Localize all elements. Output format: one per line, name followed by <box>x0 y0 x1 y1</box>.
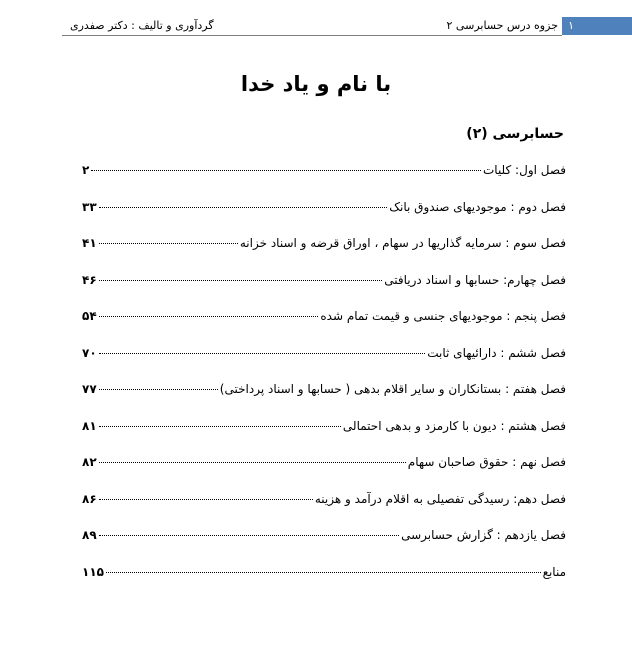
toc-entry-page: ۴۱ <box>82 236 97 250</box>
toc-entry-page: ۷۷ <box>82 382 97 396</box>
toc-dot-leader <box>99 426 341 427</box>
toc-dot-leader <box>99 316 319 317</box>
toc-entry-title: فصل دوم : موجودیهای صندوق بانک <box>389 199 566 214</box>
toc-dot-leader <box>99 535 399 536</box>
toc-entry-page: ۸۹ <box>82 528 97 542</box>
toc-entry-title: فصل پنجم : موجودیهای جنسی و قیمت تمام شده <box>320 309 566 323</box>
toc-dot-leader <box>91 170 481 171</box>
toc-entry[interactable] <box>82 343 566 380</box>
toc-entry[interactable] <box>82 233 566 270</box>
toc-entry-page: ۷۰ <box>82 345 97 360</box>
toc-dot-leader <box>99 389 218 390</box>
toc-entry-title: فصل یازدهم : گزارش حسابرسی <box>401 528 566 542</box>
toc-entry-title: فصل اول: کلیات <box>482 163 566 177</box>
toc-dot-leader <box>99 207 388 208</box>
toc-entry[interactable] <box>82 562 566 599</box>
toc-dot-leader <box>99 353 426 354</box>
page-title: با نام و یاد خدا <box>240 72 392 96</box>
toc-entry-title: فصل هشتم : دیون با کارمزد و بدهی احتمالی <box>342 418 566 433</box>
toc-entry-title: منابع <box>542 564 566 579</box>
toc-entry[interactable] <box>82 416 566 453</box>
toc-entry-title: فصل هفتم : بستانکاران و سایر اقلام بدهی ( حسابها و اسناد پرداختی) <box>219 382 566 396</box>
page-header <box>0 0 632 44</box>
toc-entry[interactable] <box>82 270 566 307</box>
toc-entry-page: ۱۱۵ <box>82 564 104 579</box>
toc-entry-page: ۴۶ <box>82 272 97 287</box>
toc-dot-leader <box>99 243 238 244</box>
toc-entry[interactable] <box>82 525 566 562</box>
toc-entry-title: فصل ششم : دارائیهای ثابت <box>427 345 566 360</box>
toc-dot-leader <box>99 462 406 463</box>
toc-dot-leader <box>99 280 383 281</box>
toc-entry-page: ۸۱ <box>82 418 97 433</box>
toc-entry-page: ۸۲ <box>82 455 97 469</box>
header-author: گردآوری و تالیف : دکتر صفدری <box>70 19 214 32</box>
table-of-contents <box>82 160 566 598</box>
toc-entry[interactable] <box>82 197 566 234</box>
toc-entry-title: فصل سوم : سرمایه گذاریها در سهام ، اوراق قرضه و اسناد خزانه <box>239 236 566 250</box>
toc-entry[interactable] <box>82 489 566 526</box>
toc-entry[interactable] <box>82 379 566 416</box>
toc-entry-title: فصل دهم: رسیدگی تفصیلی به اقلام درآمد و هزینه <box>314 491 566 506</box>
toc-entry-title: فصل نهم : حقوق صاحبان سهام <box>407 455 566 469</box>
toc-entry-title: فصل چهارم: حسابها و اسناد دریافتی <box>384 272 566 287</box>
header-divider <box>62 35 562 36</box>
page-number: ۱ <box>568 19 574 32</box>
toc-entry[interactable] <box>82 452 566 489</box>
toc-entry-page: ۳۳ <box>82 199 97 214</box>
toc-entry-page: ۲ <box>82 163 90 177</box>
toc-entry[interactable] <box>82 160 566 197</box>
toc-dot-leader <box>106 572 541 573</box>
toc-dot-leader <box>99 499 313 500</box>
toc-heading: حسابرسی (۲) <box>466 126 564 142</box>
toc-entry-page: ۸۶ <box>82 491 97 506</box>
toc-entry-page: ۵۴ <box>82 309 97 323</box>
toc-entry[interactable] <box>82 306 566 343</box>
page-number-badge <box>562 17 632 35</box>
header-course-title: جزوه درس حسابرسی ۲ <box>446 19 558 32</box>
